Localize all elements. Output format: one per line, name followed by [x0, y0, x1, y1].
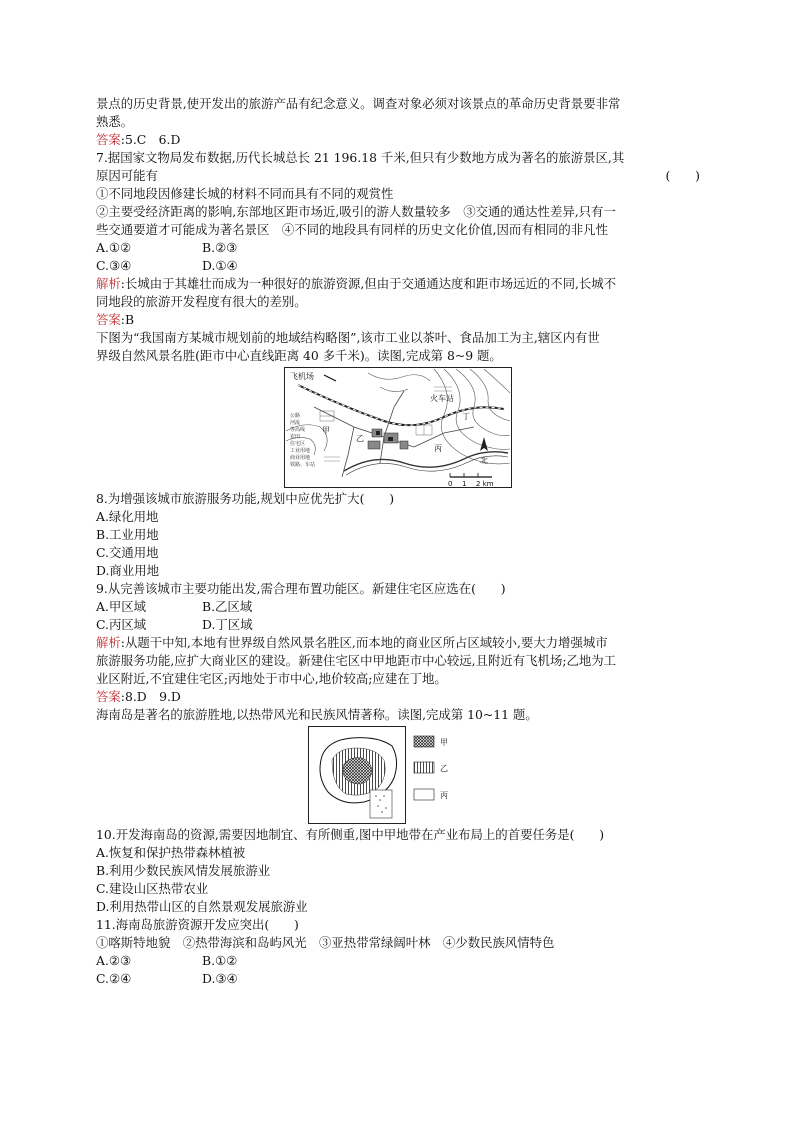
question-8: 8.为增强该城市旅游服务功能,规划中应优先扩大( ) [96, 491, 395, 506]
question-10: 10.开发海南岛的资源,需要因地制宜、有所侧重,图中甲地带在产业布局上的首要任务是( ) [96, 827, 605, 842]
hainan-map-figure [96, 726, 700, 824]
explanation-line [96, 275, 700, 293]
option-b: B.乙区域 [202, 599, 253, 614]
text-line: 景点的历史背景,使开发出的旅游产品有纪念意义。调查对象必须对该景点的革命历史背景要非常 [96, 96, 621, 111]
legend-farmland: 农田 [290, 434, 301, 440]
explanation-line [96, 634, 700, 652]
option-b: B.利用少数民族风情发展旅游业 [96, 863, 271, 878]
svg-text:0: 0 [448, 480, 453, 488]
airport-label: 飞机场 [290, 372, 314, 381]
legend-road: 公路 [290, 413, 301, 419]
city-structure-map [284, 367, 512, 488]
options-row [96, 970, 700, 988]
statement-2-3: ②主要受经济距离的影响,东部地区距市场近,吸引的游人数量较多 ③交通的通达性差异,只有一 [96, 204, 616, 219]
hainan-legend [414, 736, 448, 800]
option-b: B.工业用地 [96, 527, 159, 542]
station-label: 火车站 [430, 394, 454, 403]
intro-8-9-cont: 界级自然风景名胜(距市中心直线距离 40 多千米)。读图,完成第 8~9 题。 [96, 348, 502, 363]
option-d: D.③④ [202, 971, 238, 986]
options-row [96, 952, 700, 970]
option-b: B.②③ [202, 240, 238, 255]
options-row [96, 239, 700, 257]
area-yi-label: 乙 [356, 434, 364, 443]
answer-label: 答案 [96, 312, 121, 327]
question-7-stem-text: 原因可能有 [96, 168, 158, 183]
question-9: 9.从完善该城市主要功能出发,需合理布置功能区。新建住宅区应选在( ) [96, 581, 506, 596]
explanation-line: 业区附近,不宜建住宅区;丙地处于市中心,地价较高;应建在丁地。 [96, 671, 447, 686]
legend-river: 河流 [290, 420, 301, 426]
svg-text:北: 北 [480, 456, 488, 465]
question-11: 11.海南岛旅游资源开发应突出( ) [96, 917, 299, 932]
option-c: C.建设山区热带农业 [96, 881, 209, 896]
answer-blank: ( ) [665, 168, 700, 183]
answer-label: 答案 [96, 689, 121, 704]
legend-industrial: 工业用地 [290, 448, 311, 454]
legend-yi: 乙 [440, 764, 448, 773]
answer-label: 答案 [96, 132, 121, 147]
question-7-stem: 7.据国家文物局发布数据,历代长城总长 21 196.18 千米,但只有少数地方成为著名的旅游景区,其 [96, 150, 625, 165]
option-a: A.绿化用地 [96, 509, 159, 524]
hainan-map [308, 726, 488, 824]
option-d: D.①④ [202, 258, 238, 273]
answer-value: :5.C 6.D [120, 132, 181, 147]
legend-bing: 丙 [440, 791, 448, 800]
options-row [96, 598, 700, 616]
legend-railway: 铁路、车站 [290, 462, 316, 468]
city-structure-map-figure [96, 367, 700, 488]
option-a: A.②③ [96, 953, 132, 968]
option-a: A.①② [96, 240, 132, 255]
intro-10-11: 海南岛是著名的旅游胜地,以热带风光和民族风情著称。读图,完成第 10~11 题。 [96, 707, 538, 722]
option-c: C.②④ [96, 971, 132, 986]
statement-1: ①不同地段因修建长城的材料不同而具有不同的观赏性 [96, 186, 394, 201]
explanation-label: 解析 [96, 276, 121, 291]
legend-residential: 住宅区 [290, 441, 306, 447]
explanation-line: 旅游服务功能,应扩大商业区的建设。新建住宅区中甲地距市中心较远,且附近有飞机场;乙地为工 [96, 653, 617, 668]
document-page [96, 95, 700, 988]
legend-jia: 甲 [440, 738, 448, 747]
statements-11: ①喀斯特地貌 ②热带海滨和岛屿风光 ③亚热带常绿阔叶林 ④少数民族风情特色 [96, 935, 555, 950]
options-row [96, 616, 700, 634]
question-7-stem-cont [96, 167, 700, 185]
answer-line [96, 688, 700, 706]
explanation-text: :长城由于其雄壮而成为一种很好的旅游资源,但由于交通通达度和距市场远近的不同,长城不 [120, 276, 617, 291]
answer-value: :8.D 9.D [120, 689, 181, 704]
area-ding-label: 丁 [462, 412, 470, 421]
option-c: C.丙区域 [96, 617, 147, 632]
option-a: A.恢复和保护热带森林植被 [96, 845, 246, 860]
svg-text:2 km: 2 km [476, 480, 494, 488]
option-d: D.丁区域 [202, 617, 253, 632]
legend-contour: 等高线 [290, 427, 306, 433]
legend-commercial: 商业用地 [290, 455, 311, 461]
answer-line [96, 131, 700, 149]
statement-3-4: 些交通要道才可能成为著名景区 ④不同的地段具有同样的历史文化价值,因而有相同的非凡性 [96, 222, 608, 237]
svg-text:1: 1 [462, 480, 467, 488]
explanation-label: 解析 [96, 635, 121, 650]
option-d: D.利用热带山区的自然景观发展旅游业 [96, 899, 308, 914]
option-d: D.商业用地 [96, 563, 159, 578]
option-c: C.③④ [96, 258, 132, 273]
answer-value: :B [120, 312, 135, 327]
option-a: A.甲区域 [96, 599, 147, 614]
intro-8-9: 下图为“我国南方某城市规划前的地域结构略图”,该市工业以茶叶、食品加工为主,辖区内有世 [96, 330, 600, 345]
area-jia-label: 甲 [322, 426, 330, 435]
text-line: 熟悉。 [96, 114, 134, 129]
area-bing-label: 丙 [434, 444, 442, 453]
explanation-line: 同地段的旅游开发程度有很大的差别。 [96, 294, 307, 309]
explanation-text: :从题干中知,本地有世界级自然风景名胜区,而本地的商业区所占区域较小,要大力增强城市 [120, 635, 608, 650]
options-row [96, 257, 700, 275]
option-b: B.①② [202, 953, 238, 968]
answer-line [96, 311, 700, 329]
option-c: C.交通用地 [96, 545, 159, 560]
